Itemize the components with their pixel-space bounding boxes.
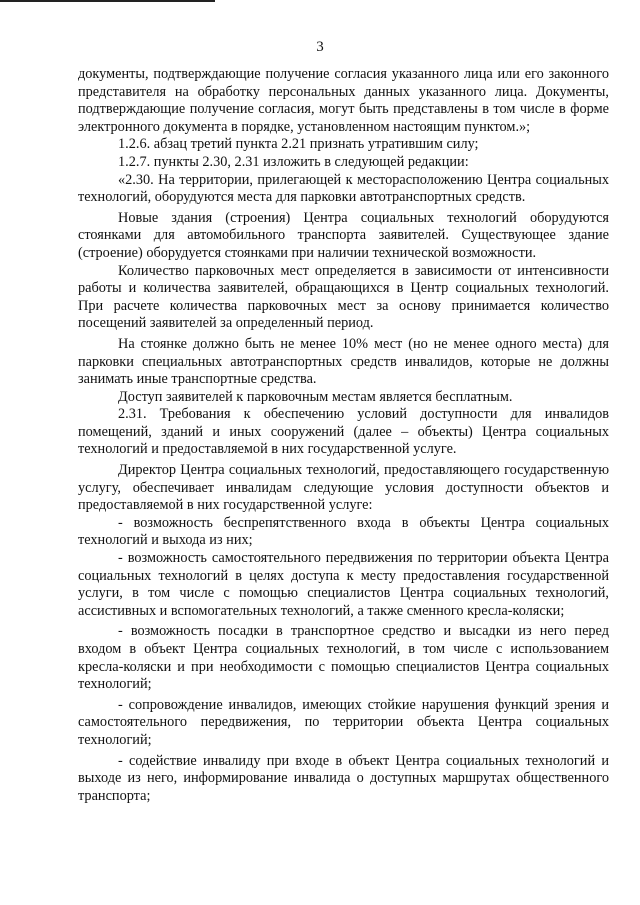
paragraph-1-2-6: 1.2.6. абзац третий пункта 2.21 признать утратившим силу; <box>118 136 479 153</box>
top-rule <box>0 0 215 2</box>
list-item-boarding: - возможность посадки в транспортное средство и высадки из него перед входом в объект Центра социальных технологий, в том числе с использованием кресла-коляски и при необходимости с помощью специалистов Центра социальных технологий; <box>78 623 609 693</box>
paragraph-disabled-parking: На стоянке должно быть не менее 10% мест (но не менее одного места) для парковки специальных автотранспортных средств инвалидов, которые не должны занимать иные транспортные средства. <box>78 335 609 388</box>
paragraph-consent-documents: документы, подтверждающие получение согласия указанного лица или его законного представителя на обработку персональных данных указанного лица. Документы, подтверждающие получение согласия, могут быть представлены в том числе в форме электронного документа в порядке, установленном настоящим пунктом.»; <box>78 66 609 135</box>
paragraph-2-30: «2.30. На территории, прилегающей к месторасположению Центра социальных технологий, оборудуются места для парковки автотранспортных средств. <box>78 171 609 206</box>
list-item-movement: - возможность самостоятельного передвижения по территории объекта Центра социальных технологий в целях доступа к месту предоставления государственной услуги, в том числе с помощью специалистов Центра социальных технологий, ассистивных и вспомогательных технологий, а также сменного кресла-коляски; <box>78 550 609 619</box>
list-item-escort: - сопровождение инвалидов, имеющих стойкие нарушения функций зрения и самостоятельного передвижения, по территории объекта Центра социальных технологий; <box>78 696 609 748</box>
page-number: 3 <box>316 39 324 55</box>
paragraph-1-2-7: 1.2.7. пункты 2.30, 2.31 изложить в следующей редакции: <box>118 153 469 170</box>
paragraph-parking-count: Количество парковочных мест определяется в зависимости от интенсивности работы и количества заявителей, обращающихся в Центр социальных технологий. При расчете количества парковочных мест за основу принимается количество посещений заявителей за определенный период. <box>78 262 609 332</box>
list-item-assistance: - содействие инвалиду при входе в объект Центра социальных технологий и выходе из него, информирование инвалида о доступных маршрутах общественного транспорта; <box>78 752 609 804</box>
paragraph-free-access: Доступ заявителей к парковочным местам является бесплатным. <box>118 388 513 405</box>
paragraph-new-buildings: Новые здания (строения) Центра социальных технологий оборудуются стоянками для автомобильного транспорта заявителей. Существующее здание (строение) оборудуется стоянками при наличии технической возможности. <box>78 209 609 261</box>
list-item-entrance: - возможность беспрепятственного входа в объекты Центра социальных технологий и выхода из них; <box>78 514 609 549</box>
paragraph-2-31: 2.31. Требования к обеспечению условий доступности для инвалидов помещений, зданий и иных сооружений (далее – объекты) Центра социальных технологий и предоставляемой в них государственной услуге. <box>78 406 609 458</box>
paragraph-director: Директор Центра социальных технологий, предоставляющего государственную услугу, обеспечивает инвалидам следующие условия доступности объектов и предоставляемой в них государственной услуге: <box>78 462 609 514</box>
document-body <box>78 66 609 805</box>
